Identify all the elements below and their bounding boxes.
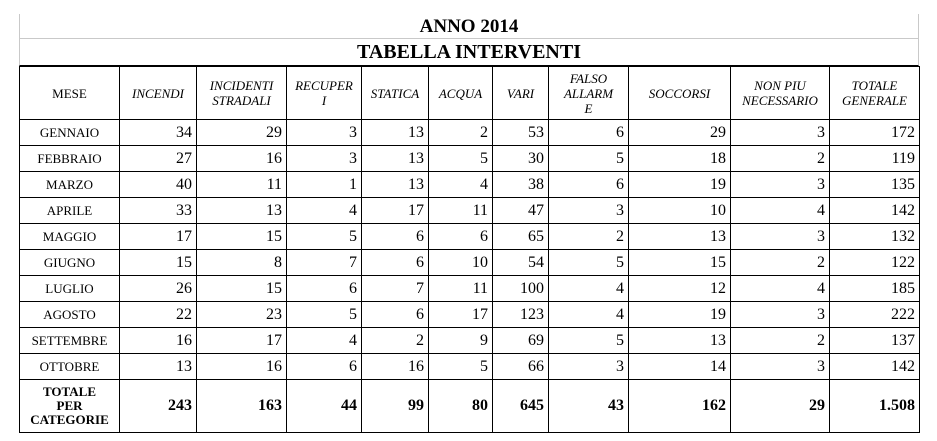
table-row — [20, 146, 920, 172]
cell-falso-allarme: 5 — [549, 328, 629, 354]
cell-non-piu-necessario: 2 — [731, 250, 830, 276]
total-generale: 1.508 — [830, 380, 920, 433]
cell-acqua: 2 — [429, 120, 493, 146]
cell-vari: 53 — [493, 120, 549, 146]
cell-recuperi: 3 — [287, 146, 362, 172]
cell-soccorsi: 10 — [629, 198, 731, 224]
cell-vari: 30 — [493, 146, 549, 172]
cell-totale: 137 — [830, 328, 920, 354]
cell-totale: 122 — [830, 250, 920, 276]
interventions-table — [19, 66, 920, 433]
cell-recuperi: 1 — [287, 172, 362, 198]
cell-mese: GIUGNO — [20, 250, 120, 276]
header-incendi: INCENDI — [120, 67, 197, 120]
cell-vari: 54 — [493, 250, 549, 276]
title-year: ANNO 2014 — [19, 14, 919, 39]
cell-incendi: 27 — [120, 146, 197, 172]
cell-falso-allarme: 3 — [549, 198, 629, 224]
cell-falso-allarme: 2 — [549, 224, 629, 250]
cell-non-piu-necessario: 3 — [731, 120, 830, 146]
cell-totale: 135 — [830, 172, 920, 198]
header-falso-allarme: FALSO ALLARM E — [549, 67, 629, 120]
table-row — [20, 198, 920, 224]
title-table: TABELLA INTERVENTI — [19, 39, 919, 66]
total-vari: 645 — [493, 380, 549, 433]
cell-totale: 119 — [830, 146, 920, 172]
spreadsheet — [19, 14, 919, 433]
cell-vari: 123 — [493, 302, 549, 328]
cell-acqua: 9 — [429, 328, 493, 354]
cell-soccorsi: 19 — [629, 172, 731, 198]
cell-incidenti: 11 — [197, 172, 287, 198]
cell-soccorsi: 13 — [629, 224, 731, 250]
total-falso-allarme: 43 — [549, 380, 629, 433]
cell-soccorsi: 18 — [629, 146, 731, 172]
cell-incidenti: 17 — [197, 328, 287, 354]
cell-acqua: 6 — [429, 224, 493, 250]
cell-totale: 142 — [830, 354, 920, 380]
cell-totale: 142 — [830, 198, 920, 224]
cell-incidenti: 8 — [197, 250, 287, 276]
cell-totale: 132 — [830, 224, 920, 250]
cell-statica: 16 — [362, 354, 429, 380]
total-acqua: 80 — [429, 380, 493, 433]
cell-mese: LUGLIO — [20, 276, 120, 302]
totals-label: TOTALE PER CATEGORIE — [20, 380, 120, 433]
cell-incidenti: 15 — [197, 276, 287, 302]
cell-incendi: 13 — [120, 354, 197, 380]
cell-statica: 13 — [362, 172, 429, 198]
cell-non-piu-necessario: 3 — [731, 354, 830, 380]
cell-soccorsi: 15 — [629, 250, 731, 276]
cell-totale: 185 — [830, 276, 920, 302]
table-row — [20, 224, 920, 250]
cell-statica: 6 — [362, 302, 429, 328]
cell-mese: GENNAIO — [20, 120, 120, 146]
cell-non-piu-necessario: 3 — [731, 172, 830, 198]
cell-non-piu-necessario: 3 — [731, 224, 830, 250]
cell-recuperi: 3 — [287, 120, 362, 146]
header-soccorsi: SOCCORSI — [629, 67, 731, 120]
header-mese: MESE — [20, 67, 120, 120]
total-incendi: 243 — [120, 380, 197, 433]
cell-incendi: 22 — [120, 302, 197, 328]
cell-non-piu-necessario: 4 — [731, 198, 830, 224]
table-row — [20, 120, 920, 146]
header-non-piu-necessario: NON PIU NECESSARIO — [731, 67, 830, 120]
total-recuperi: 44 — [287, 380, 362, 433]
table-row — [20, 328, 920, 354]
table-row — [20, 302, 920, 328]
cell-vari: 66 — [493, 354, 549, 380]
cell-acqua: 11 — [429, 198, 493, 224]
header-row — [20, 67, 920, 120]
cell-mese: OTTOBRE — [20, 354, 120, 380]
cell-acqua: 4 — [429, 172, 493, 198]
cell-falso-allarme: 4 — [549, 302, 629, 328]
cell-acqua: 17 — [429, 302, 493, 328]
cell-mese: SETTEMBRE — [20, 328, 120, 354]
cell-falso-allarme: 6 — [549, 120, 629, 146]
header-statica: STATICA — [362, 67, 429, 120]
header-vari: VARI — [493, 67, 549, 120]
cell-statica: 17 — [362, 198, 429, 224]
table-row — [20, 172, 920, 198]
total-soccorsi: 162 — [629, 380, 731, 433]
cell-mese: FEBBRAIO — [20, 146, 120, 172]
cell-statica: 13 — [362, 120, 429, 146]
cell-falso-allarme: 3 — [549, 354, 629, 380]
cell-statica: 6 — [362, 250, 429, 276]
totals-row — [20, 380, 920, 433]
cell-soccorsi: 13 — [629, 328, 731, 354]
cell-incidenti: 23 — [197, 302, 287, 328]
cell-recuperi: 5 — [287, 224, 362, 250]
cell-incidenti: 16 — [197, 146, 287, 172]
cell-statica: 7 — [362, 276, 429, 302]
cell-soccorsi: 19 — [629, 302, 731, 328]
cell-non-piu-necessario: 3 — [731, 302, 830, 328]
cell-acqua: 5 — [429, 146, 493, 172]
cell-statica: 13 — [362, 146, 429, 172]
cell-soccorsi: 29 — [629, 120, 731, 146]
cell-recuperi: 7 — [287, 250, 362, 276]
cell-incendi: 40 — [120, 172, 197, 198]
cell-mese: MARZO — [20, 172, 120, 198]
header-recuperi: RECUPER I — [287, 67, 362, 120]
cell-vari: 69 — [493, 328, 549, 354]
cell-incendi: 16 — [120, 328, 197, 354]
cell-recuperi: 6 — [287, 276, 362, 302]
cell-totale: 222 — [830, 302, 920, 328]
cell-incendi: 15 — [120, 250, 197, 276]
cell-incendi: 33 — [120, 198, 197, 224]
cell-vari: 100 — [493, 276, 549, 302]
table-row — [20, 276, 920, 302]
table-row — [20, 354, 920, 380]
cell-statica: 2 — [362, 328, 429, 354]
cell-incidenti: 13 — [197, 198, 287, 224]
header-totale-generale: TOTALE GENERALE — [830, 67, 920, 120]
total-incidenti: 163 — [197, 380, 287, 433]
cell-acqua: 5 — [429, 354, 493, 380]
cell-mese: APRILE — [20, 198, 120, 224]
cell-incendi: 34 — [120, 120, 197, 146]
cell-non-piu-necessario: 4 — [731, 276, 830, 302]
cell-incidenti: 16 — [197, 354, 287, 380]
cell-soccorsi: 14 — [629, 354, 731, 380]
cell-falso-allarme: 4 — [549, 276, 629, 302]
cell-soccorsi: 12 — [629, 276, 731, 302]
cell-non-piu-necessario: 2 — [731, 328, 830, 354]
table-row — [20, 250, 920, 276]
cell-falso-allarme: 6 — [549, 172, 629, 198]
cell-falso-allarme: 5 — [549, 146, 629, 172]
cell-vari: 65 — [493, 224, 549, 250]
header-incidenti-stradali: INCIDENTI STRADALI — [197, 67, 287, 120]
cell-incidenti: 29 — [197, 120, 287, 146]
cell-incendi: 26 — [120, 276, 197, 302]
cell-recuperi: 4 — [287, 198, 362, 224]
total-statica: 99 — [362, 380, 429, 433]
cell-recuperi: 5 — [287, 302, 362, 328]
cell-falso-allarme: 5 — [549, 250, 629, 276]
cell-incidenti: 15 — [197, 224, 287, 250]
cell-mese: AGOSTO — [20, 302, 120, 328]
cell-vari: 47 — [493, 198, 549, 224]
cell-recuperi: 4 — [287, 328, 362, 354]
cell-non-piu-necessario: 2 — [731, 146, 830, 172]
header-acqua: ACQUA — [429, 67, 493, 120]
cell-recuperi: 6 — [287, 354, 362, 380]
cell-totale: 172 — [830, 120, 920, 146]
cell-vari: 38 — [493, 172, 549, 198]
cell-mese: MAGGIO — [20, 224, 120, 250]
cell-acqua: 11 — [429, 276, 493, 302]
cell-statica: 6 — [362, 224, 429, 250]
cell-incendi: 17 — [120, 224, 197, 250]
cell-acqua: 10 — [429, 250, 493, 276]
total-non-piu-necessario: 29 — [731, 380, 830, 433]
